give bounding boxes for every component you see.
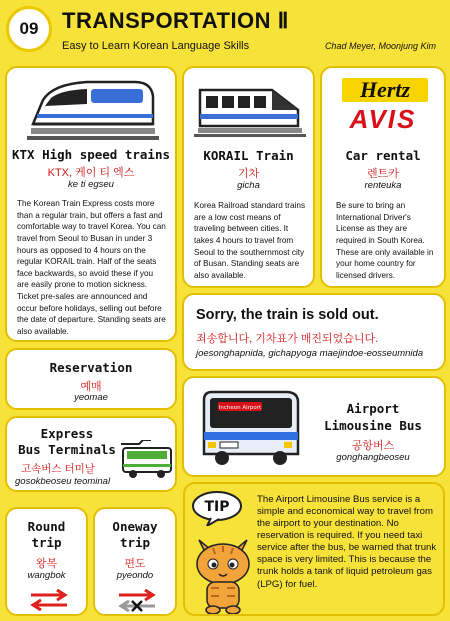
ktx-roman: ke ti egseu	[68, 179, 114, 190]
two-way-arrow-icon	[27, 589, 71, 611]
car-rental-title: Car rental	[345, 148, 421, 163]
korail-roman: gicha	[237, 180, 260, 191]
sold-out-roman: joesonghapnida, gichapyoga maejindoe-eosseumnida	[196, 348, 424, 359]
sold-out-card	[182, 293, 446, 371]
page-number-badge	[6, 6, 52, 52]
express-bus-title: Express Bus Terminals	[18, 426, 116, 458]
korail-description: Korea Railroad standard trains are a low cost means of traveling between cities. It takes 4 hours to travel from Seoul to the southernmost city of Busan. Standing seats are also available.	[194, 201, 306, 280]
ktx-description: The Korean Train Express costs more than a regular train, but offers a fast and comfortable way to travel Korea. You can travel from Seoul to Busan in under 3 hours as opposed to 4 hours on the regular KORAIL train. Half of the seats face backwards, so avoid these if you are easily prone to motion sickness. Ticket pre-sales are announced and occur before holidays, selling out before the date of departure. Standing seats are also available.	[17, 199, 166, 337]
round-trip-title: Round trip	[27, 519, 66, 551]
car-rental-korean: 렌트카	[367, 168, 399, 180]
tip-description: The Airport Limousine Bus service is a simple and economical way to travel from the airport to your destination. No reservation is required. If you need taxi service after the bus, be warned that trunk space is very limited. This is because the trunk holds a tank of liquid petroleum gas (LPG) for fuel.	[257, 494, 437, 590]
bus-destination-sign: Incheon Airport	[218, 405, 262, 411]
one-way-card	[93, 507, 177, 616]
ktx-korean: KTX, 케이 티 엑스	[47, 167, 135, 179]
express-bus-terminal-card	[5, 416, 177, 492]
korail-title: KORAIL Train	[203, 148, 294, 163]
korail-train-icon	[194, 76, 306, 140]
tip-speech-bubble	[189, 490, 249, 526]
express-bus-korean: 고속버스 터미날	[21, 463, 95, 475]
one-way-title: Oneway trip	[112, 519, 158, 551]
limousine-korean: 공항버스	[351, 440, 395, 452]
limousine-title: Airport Limousine Bus	[324, 401, 422, 433]
reservation-korean: 예매	[80, 381, 102, 393]
one-way-korean: 편도	[124, 558, 146, 570]
reservation-card	[5, 348, 177, 410]
sold-out-korean: 죄송합니다, 기차표가 매진되었습니다.	[196, 333, 379, 345]
reservation-roman: yeomae	[74, 392, 108, 403]
korail-korean: 기차	[237, 168, 260, 180]
ktx-card	[5, 66, 177, 342]
cat-mascot-icon	[191, 530, 255, 616]
ktx-train-icon	[27, 74, 159, 144]
airport-bus-icon	[194, 388, 304, 468]
page-title: TRANSPORTATION Ⅱ	[62, 8, 290, 33]
svg-text:TIP: TIP	[204, 499, 230, 515]
one-way-roman: pyeondo	[116, 570, 154, 581]
limousine-roman: gonghangbeoseu	[336, 452, 410, 463]
one-way-arrow-icon	[115, 589, 159, 613]
hertz-logo: Hertz	[342, 78, 428, 102]
page-number: 09	[19, 19, 39, 38]
round-trip-roman: wangbok	[27, 570, 66, 581]
car-rental-card	[320, 66, 446, 288]
express-bus-icon	[119, 440, 175, 482]
tip-card	[183, 482, 445, 616]
round-trip-card	[5, 507, 88, 616]
car-rental-description: Be sure to bring an International Driver's License as they are required in South Korea. These are only available in your home country for licensed drivers.	[336, 201, 434, 280]
round-trip-korean: 왕복	[35, 558, 58, 570]
car-rental-roman: renteuka	[364, 180, 402, 191]
sold-out-phrase: Sorry, the train is sold out.	[196, 307, 379, 323]
express-bus-roman: gosokbeoseu teominal	[15, 476, 111, 487]
page-authors: Chad Meyer, Moonjung Kim	[324, 41, 436, 51]
page-subtitle: Easy to Learn Korean Language Skills	[62, 40, 250, 52]
avis-logo: AVIS	[349, 104, 417, 134]
reservation-title: Reservation	[49, 360, 133, 375]
ktx-title: KTX High speed trains	[11, 147, 171, 162]
airport-limousine-card	[182, 376, 446, 477]
korail-card	[182, 66, 315, 288]
